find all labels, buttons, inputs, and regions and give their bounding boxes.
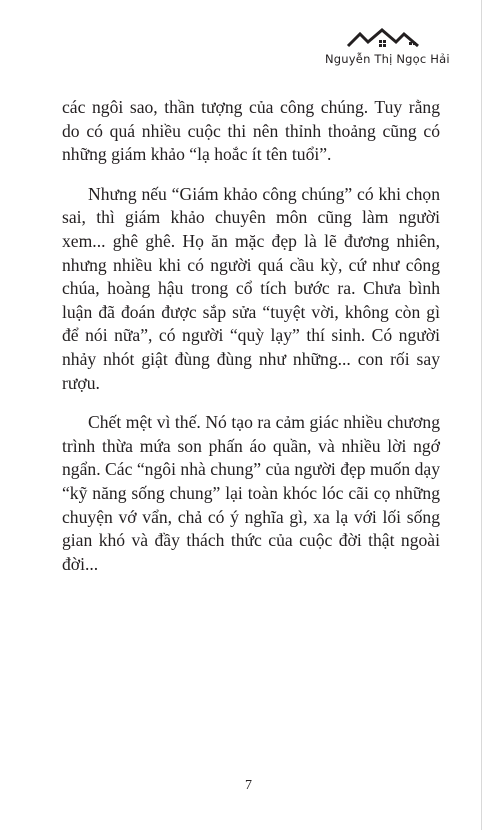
running-header	[325, 28, 450, 66]
paragraph: các ngôi sao, thần tượng của công chúng. Tuy rằng do có quá nhiều cuộc thi nên thỉnh thoảng cũng có những giám khảo “lạ hoắc ít tên tuổi”.	[62, 97, 440, 165]
body-text	[62, 96, 440, 592]
paragraph: Nhưng nếu “Giám khảo công chúng” có khi chọn sai, thì giám khảo chuyên môn cũng làm người xem... ghê ghê. Họ ăn mặc đẹp là lẽ đương nhiên, nhưng nhiều khi có người quá cầu kỳ, cứ như công chúa, hoàng hậu trong cổ tích bước ra. Chưa bình luận đã đoán được sắp sửa “tuyệt vời, không còn gì để nói nữa”, có người “quỳ lạy” thí sinh. Có người nhảy nhót giật đùng đùng như những... con rối say rượu.	[62, 183, 440, 393]
houses-icon	[346, 28, 424, 48]
page-edge	[481, 0, 485, 830]
paragraph: Chết mệt vì thế. Nó tạo ra cảm giác nhiều chương trình thừa mứa son phấn áo quần, và nhiều lời ngớ ngẩn. Các “ngôi nhà chung” của người đẹp muốn dạy “kỹ năng sống chung” lại toàn khóc lóc cãi cọ những chuyện vớ vẩn, chả có ý nghĩa gì, xa lạ với lối sống gian khó và đầy thách thức của cuộc đời thật ngoài đời...	[62, 412, 440, 574]
author-name: Nguyễn Thị Ngọc Hải	[325, 52, 450, 66]
page-number: 7	[245, 778, 252, 793]
